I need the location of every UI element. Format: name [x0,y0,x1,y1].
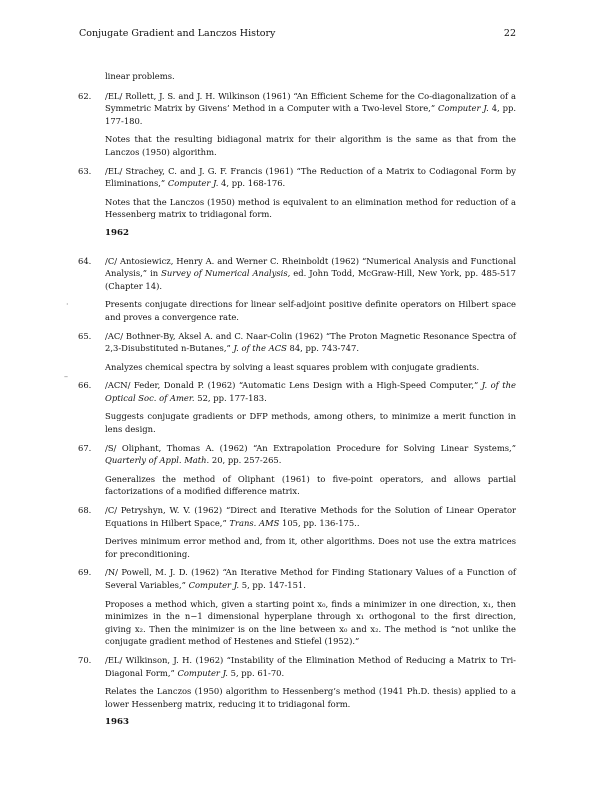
entry-body [105,566,516,648]
entry-body [105,255,516,324]
citation-text: /S/ Oliphant, Thomas A. (1962) “An Extrapolation Procedure for Solving Linear Systems,” [105,442,516,453]
entry-number: 66. [78,380,92,391]
entry-citation [105,255,516,293]
margin-mark: · [66,300,69,309]
journal-name: Computer J. [167,178,219,189]
citation-details: 84, pp. 743-747. [286,343,359,354]
entry-citation [105,165,516,190]
entry-citation [105,566,516,591]
citation-details: 20, pp. 257-265. [209,455,282,466]
entry-citation [105,654,516,679]
entry-annotation: Suggests conjugate gradients or DFP methods, among others, to minimize a merit function in lens design. [105,411,516,435]
bibliography-content [78,70,516,744]
citation-text: /N/ Powell, M. J. D. (1962) “An Iterative Method for Finding Stationary Values of a Function of Several Variables,” [105,567,516,590]
entry-number: 63. [78,165,92,176]
entry-annotation: Presents conjugate directions for linear self-adjoint positive definite operators on Hilbert space and proves a convergence rate. [105,299,516,322]
entry-body [105,654,516,710]
journal-name: Quarterly of Appl. Math. [105,455,210,466]
bibliography-entry [78,654,516,710]
citation-details: 52, pp. 177-183. [194,392,267,403]
entry-body [105,442,516,498]
margin-mark: – [64,372,68,381]
journal-name: Trans. AMS [229,517,280,528]
entry-annotation: Notes that the Lanczos (1950) method is equivalent to an elimination method for reduction of a Hessenberg matrix to tridiagonal form. [105,196,516,220]
entry-body [105,90,516,159]
citation-details: ed. John Todd, McGraw-Hill, New York, pp. 485-517 (Chapter 14). [105,268,516,291]
entry-citation [105,442,516,467]
bibliography-entry [78,442,516,498]
citation-text: /EL/ Rollett, J. S. and J. H. Wilkinson (1961) “An Efficient Scheme for the Co-diagonalization of a Symmetric Matrix by Givens’ Method in a Computer with a Two-level Store,” [105,90,516,114]
entry-annotation: Proposes a method which, given a starting point x₀, finds a minimizer in one direction, x₁, then minimizes in the n−1 dimensional hyperplane through x₁ orthogonal to the first direction, giving x₂. Then the minimizer is on the line between x₀ and x₂. The method is “not unlike the conjugate gradient method of Hestenes and Stiefel (1952).” [105,598,516,647]
entry-number: 65. [78,330,92,341]
entry-citation [105,90,516,128]
entry-annotation: Analyzes chemical spectra by solving a least squares problem with conjugate gradients. [105,361,480,372]
page-number: 22 [503,28,516,39]
entry-citation [105,330,516,355]
year-heading: 1962 [105,227,129,238]
entry-number: 70. [78,654,92,665]
bibliography-entry [78,255,516,324]
year-heading-closing: 1963 [105,717,129,728]
entry-annotation: Notes that the resulting bidiagonal matrix for their algorithm is the same as that from the Lanczos (1950) algorithm. [105,134,516,157]
entry-body [105,165,516,221]
entry-number: 64. [78,255,92,266]
citation-text: /C/ Antosiewicz, Henry A. and Werner C. Rheinboldt (1962) “Numerical Analysis and Functional Analysis,” in [105,255,516,279]
citation-details: 105, pp. 136-175.. [279,517,360,528]
journal-name: Computer J. [177,667,228,678]
bibliography-sections [78,90,516,711]
citation-details: 5, pp. 61-70. [227,667,285,678]
running-head [79,28,516,39]
entry-annotation: Generalizes the method of Oliphant (1961) to five-point operators, and allows partial factorizations of a modified difference matrix. [105,473,516,497]
entry-body [105,504,516,560]
bibliography-entry [78,379,516,435]
entry-annotation: Derives minimum error method and, from it, other algorithms. Does not use the extra matrices for preconditioning. [105,536,516,559]
entry-number: 68. [78,505,92,516]
bibliography-entry [78,566,516,648]
citation-text: /EL/ Strachey, C. and J. G. F. Francis (1961) “The Reduction of a Matrix to Codiagonal Form by Eliminations,” [105,165,516,189]
entry-body [105,330,516,374]
citation-text: /C/ Petryshyn, W. V. (1962) “Direct and Iterative Methods for the Solution of Linear Operator Equations in Hilbert Space,” [105,505,516,528]
citation-details: 4, pp. 168-176. [218,178,286,189]
journal-name: Computer J. [438,103,489,114]
citation-details: 4, pp. 177-180. [105,103,516,126]
entry-annotation: Relates the Lanczos (1950) algorithm to Hessenberg’s method (1941 Ph.D. thesis) applied to a lower Hessenberg matrix, reducing it to tridiagonal form. [105,686,516,709]
entry-number: 69. [78,567,92,578]
journal-name: Computer J. [188,580,240,590]
entry-number: 67. [78,442,92,453]
citation-text: /ACN/ Feder, Donald P. (1962) “Automatic Lens Design with a High-Speed Computer,” [105,380,482,391]
journal-name: J. of the Optical Soc. of Amer. [105,380,516,403]
entry-citation [105,504,516,529]
running-head-title: Conjugate Gradient and Lanczos History [79,28,276,39]
citation-text: /AC/ Bothner-By, Aksel A. and C. Naar-Colin (1962) “The Proton Magnetic Resonance Spectra of 2,3-Disubstituted n-Butanes,” [105,330,516,354]
journal-name: Survey of Numerical Analysis, [161,268,291,279]
bibliography-entry [78,330,516,374]
journal-name: J. of the ACS [233,343,287,354]
bibliography-entry [78,165,516,221]
entry-body [105,379,516,435]
bibliography-entry [78,504,516,560]
continuation-text: linear problems. [105,71,175,81]
entry-citation [105,379,516,404]
bibliography-entry [78,90,516,159]
citation-details: 5, pp. 147-151. [239,580,306,590]
citation-text: /EL/ Wilkinson, J. H. (1962) “Instability of the Elimination Method of Reducing a Matrix to Tri-Diagonal Form,” [105,654,516,678]
entry-number: 62. [78,90,92,101]
